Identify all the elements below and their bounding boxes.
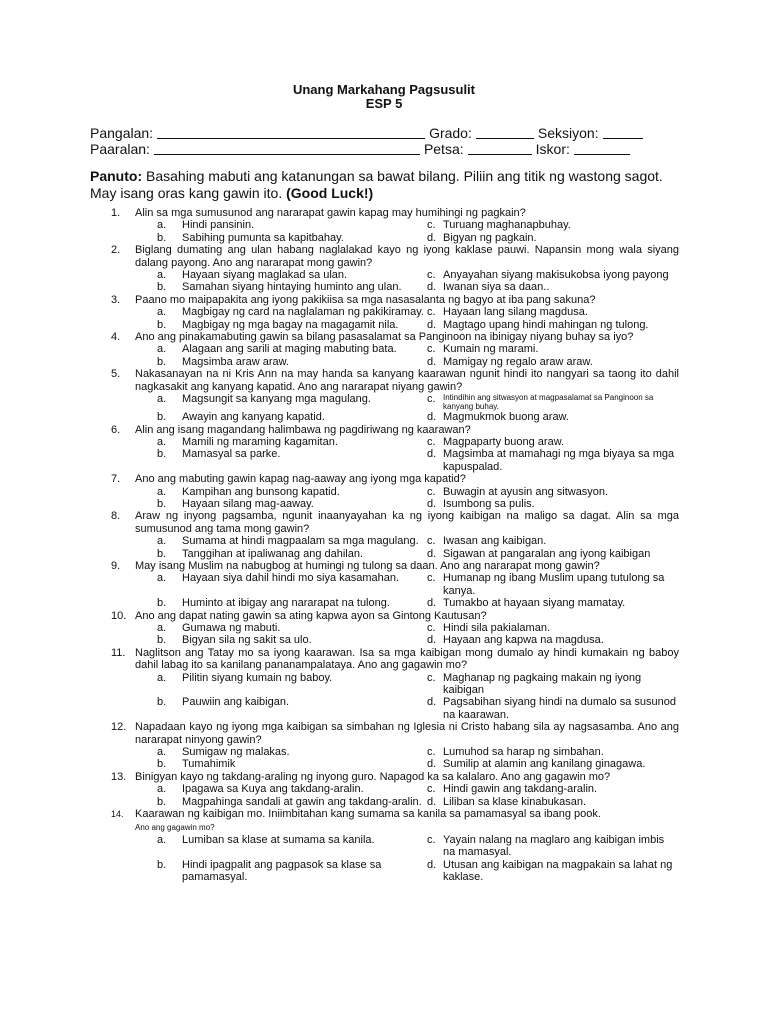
choice-row [135,281,679,293]
choice-row [135,783,679,795]
choice-d[interactable] [427,498,679,510]
question-number: 10. [111,609,127,622]
choice-b[interactable] [157,634,427,646]
choice-d[interactable] [427,796,679,808]
choice-row [135,486,679,498]
question-item [111,424,679,474]
choice-letter: b. [157,231,167,244]
question-number: 14. [111,809,124,820]
choice-letter: d. [427,411,437,424]
choice-b[interactable] [157,356,427,368]
choice-text: Tumakbo at hayaan siyang mamatay. [443,597,626,610]
choice-text: Magsimba at mamahagi ng mga biyaya sa mga kapuspalad. [443,448,675,473]
choice-letter: d. [427,355,437,368]
question-text [135,647,679,672]
choice-row [135,232,679,244]
question-item [111,560,679,610]
question-item [111,771,679,808]
choice-b[interactable] [157,448,427,473]
section-label: Seksiyon: [537,125,599,141]
choice-c[interactable] [427,572,679,597]
choice-letter: c. [427,343,436,356]
choice-b[interactable] [157,796,427,808]
choice-row [135,535,679,547]
choice-letter: c. [427,783,436,796]
choice-letter: c. [427,485,436,498]
choice-text: Humanap ng ibang Muslim upang tutulong sa kanya. [443,572,665,597]
question-stem: Naglitson ang Tatay mo sa iyong kaarawan. Isa sa mga kaibigan mong dumalo ay hindi kumakain ng baboy dahil labag ito sa kanilang pananampalataya. Ano ang gagawin mo? [135,646,679,672]
choice-letter: b. [157,497,167,510]
score-blank[interactable] [574,141,630,155]
choice-letter: d. [427,634,437,647]
question-item [111,207,679,244]
question-stem: Binigyan kayo ng takdang-araling ng inyong guro. Napagod ka sa kalalaro. Ano ang gagawin mo? [135,770,611,783]
question-text [135,721,679,746]
choice-letter: c. [427,219,436,232]
choice-text: Hindi sila pakialaman. [443,622,550,634]
choice-d[interactable] [427,232,679,244]
question-number: 8. [111,510,121,523]
choice-text: Kumain ng marami. [443,343,539,356]
choice-a[interactable] [157,746,427,758]
question-stem: Alin sa mga sumusunod ang nararapat gawin kapag may humihingi ng pagkain? [135,207,526,219]
choice-letter: c. [427,535,436,548]
choice-letter: b. [157,795,167,808]
choice-d[interactable] [427,411,679,423]
choice-letter: a. [157,622,167,634]
choice-text: Hayaan silang mag-aaway. [182,497,314,510]
choice-c[interactable] [427,393,679,411]
question-item [111,331,679,368]
choice-c[interactable] [427,834,679,859]
question-stem: Paano mo maipapakita ang iyong pakikiisa sa mga nasasalanta ng bagyo at iba pang sakuna? [135,293,596,306]
question-item [111,368,679,423]
question-text [135,610,679,622]
choice-text: Hayaan siya dahil hindi mo siya kasamahan. [182,572,400,585]
choice-text: Mamasyal sa parke. [182,448,281,461]
choice-letter: d. [427,696,437,709]
question-item [111,610,679,647]
choice-text: Tumahimik [182,758,236,771]
question-number: 12. [111,721,127,734]
choice-text: Sigawan at pangaralan ang iyong kaibigan [443,547,651,560]
question-stem: Biglang dumating ang ulan habang naglalakad kayo ng iyong kaklase pauwi. Napansin mong wala siyang dalang payong. Ano ang nararapat mong gawin? [135,244,679,269]
choice-a[interactable] [157,306,427,318]
question-number: 9. [111,559,121,572]
choice-b[interactable] [157,498,427,510]
choice-letter: a. [157,485,167,498]
question-text [135,424,679,436]
choice-letter: d. [427,231,437,244]
choice-letter: c. [427,671,436,684]
school-label: Paaralan: [90,141,150,157]
choice-c[interactable] [427,306,679,318]
choice-row [135,758,679,770]
question-number: 2. [111,244,121,257]
choice-text: Magpahinga sandali at gawin ang takdang-aralin. [182,795,422,808]
choice-c[interactable] [427,672,679,697]
choice-text: Pilitin siyang kumain ng baboy. [182,671,333,684]
choice-text: Hindi pansinin. [182,219,255,232]
choice-letter: a. [157,435,167,448]
choice-letter: d. [427,547,437,560]
choice-letter: a. [157,219,167,232]
choice-text: Buwagin at ayusin ang sitwasyon. [443,485,609,498]
choice-letter: d. [427,281,437,294]
choice-d[interactable] [427,448,679,473]
instructions-label: Panuto: [90,168,143,184]
choice-letter: a. [157,343,167,356]
question-item [111,647,679,721]
choice-row [135,319,679,331]
choice-row [135,548,679,560]
choice-c[interactable] [427,343,679,355]
question-stem: Ano ang pinakamabuting gawin sa bilang pasasalamat sa Panginoon na ibinigay niyang buhay sa iyo? [135,331,634,344]
question-number: 6. [111,423,121,436]
choice-a[interactable] [157,535,427,547]
question-text [135,244,679,269]
question-stem: Ano ang dapat nating gawin sa ating kapwa ayon sa Gintong Kautusan? [135,609,487,622]
name-blank[interactable] [157,125,425,139]
choice-letter: b. [157,597,167,610]
choice-text: Lumiban sa klase at sumama sa kanila. [182,833,375,846]
question-stem: Ano ang mabuting gawin kapag nag-aaway ang iyong mga kapatid? [135,473,466,486]
choice-c[interactable] [427,622,679,634]
choice-row [135,796,679,808]
grade-label: Grado: [429,125,472,141]
choice-c[interactable] [427,783,679,795]
choice-a[interactable] [157,219,427,231]
choice-letter: a. [157,306,167,319]
choice-b[interactable] [157,232,427,244]
choice-text: Iwanan siya sa daan.. [443,281,550,294]
choice-text: Alagaan ang sarili at maging mabuting bata. [182,343,397,356]
choice-a[interactable] [157,269,427,281]
choice-row [135,597,679,609]
choice-text: Ipagawa sa Kuya ang takdang-aralin. [182,783,364,796]
choice-d[interactable] [427,859,679,884]
choice-row [135,634,679,646]
question-stem: Kaarawan ng kaibigan mo. Iniimbitahan kang sumama sa kanila sa pamamasyal sa ibang pook. [135,808,601,821]
choice-d[interactable] [427,356,679,368]
question-text [135,473,679,485]
question-number: 7. [111,473,121,486]
question-number: 3. [111,293,121,306]
student-info-row-2 [90,141,634,157]
choice-letter: b. [157,411,167,424]
choice-a[interactable] [157,622,427,634]
question-number: 5. [111,368,121,381]
choice-a[interactable] [157,486,427,498]
choice-b[interactable] [157,319,427,331]
choice-c[interactable] [427,269,679,281]
choice-text: Tanggihan at ipaliwanag ang dahilan. [182,547,364,560]
question-text [135,808,679,834]
question-item [111,808,679,883]
choice-text: Sumilip at alamin ang kanilang ginagawa. [443,758,646,771]
question-stem-small: Ano ang gagawin mo? [135,822,215,832]
question-text [135,331,679,343]
question-item [111,294,679,331]
question-stem: May isang Muslim na nabugbog at humingi ng tulong sa daan. Ano ang nararapat mong gawin? [135,559,600,572]
choice-letter: b. [157,696,167,709]
question-stem: Napadaan kayo ng iyong mga kaibigan sa simbahan ng Iglesia ni Cristo habang sila ay nagsasamba. Ano ang nararapat ninyong gawin? [135,721,679,746]
choice-row [135,269,679,281]
instructions-closing: (Good Luck!) [286,185,374,201]
choice-row [135,696,679,721]
choice-text: Sabihing pumunta sa kapitbahay. [182,231,344,244]
choice-text: Magmukmok buong araw. [443,411,569,424]
choice-text: Samahan siyang hintaying huminto ang ulan. [182,281,402,294]
choice-letter: b. [157,281,167,294]
choice-row [135,393,679,411]
choice-letter: c. [427,435,436,448]
choice-text: Yayain nalang na maglaro ang kaibigan imbis na mamasyal. [443,833,665,859]
choice-d[interactable] [427,319,679,331]
choice-letter: d. [427,448,437,461]
question-stem: Alin ang isang magandang halimbawa ng pagdiriwang ng kaarawan? [135,423,471,436]
choice-text: Intindihin ang sitwasyon at magpasalamat sa Panginoon sa kanyang buhay. [443,393,654,412]
choice-a[interactable] [157,436,427,448]
choice-letter: d. [427,795,437,808]
choice-text: Awayin ang kanyang kapatid. [182,411,325,424]
choice-a[interactable] [157,393,427,411]
choice-text: Kampihan ang bunsong kapatid. [182,485,340,498]
choice-text: Hindi ipagpalit ang pagpasok sa klase sa pamamasyal. [182,858,382,884]
date-label: Petsa: [423,141,464,157]
choice-text: Magtago upang hindi mahingan ng tulong. [443,318,649,331]
choice-d[interactable] [427,696,679,721]
choice-c[interactable] [427,486,679,498]
choice-text: Maghanap ng pagkaing makain ng iyong kaibigan [443,671,642,697]
choice-b[interactable] [157,859,427,884]
choice-text: Bigyan ng pagkain. [443,231,537,244]
choice-letter: b. [157,355,167,368]
choice-text: Magpaparty buong araw. [443,435,565,448]
question-text [135,368,679,393]
choice-text: Gumawa ng mabuti. [182,622,281,634]
choice-letter: c. [427,572,436,585]
choice-row [135,448,679,473]
choice-a[interactable] [157,834,427,859]
choice-text: Hayaan lang silang magdusa. [443,306,588,319]
question-item [111,721,679,771]
choice-letter: a. [157,269,167,282]
question-text [135,510,679,535]
choice-b[interactable] [157,696,427,721]
choice-text: Magbigay ng card na naglalaman ng pakikiramay. [182,306,424,319]
choice-row [135,622,679,634]
choice-a[interactable] [157,783,427,795]
choice-text: Magsimba araw araw. [182,355,289,368]
section-blank[interactable] [603,125,643,139]
choice-text: Hindi gawin ang takdang-aralin. [443,783,598,796]
choice-text: Isumbong sa pulis. [443,497,535,510]
question-stem: Nakasanayan na ni Kris Ann na may handa sa kanyang kaarawan ngunit hindi ito nangyari sa taong ito dahil nagkasakit ang kanyang kapatid. Ano ang nararapat niyang gawin? [135,368,679,393]
choice-text: Mamigay ng regalo araw araw. [443,355,593,368]
choice-text: Sumama at hindi magpaalam sa mga magulang. [182,535,419,548]
exam-subject: ESP 5 [365,96,403,111]
choice-letter: a. [157,572,167,585]
question-item [111,510,679,560]
question-number: 13. [111,770,127,783]
choice-row [135,746,679,758]
choice-row [135,436,679,448]
choice-text: Utusan ang kaibigan na magpakain sa lahat ng kaklase. [443,858,673,884]
choice-letter: a. [157,833,167,846]
choice-letter: c. [427,622,436,634]
choice-letter: a. [157,746,167,759]
question-number: 4. [111,331,121,344]
choice-c[interactable] [427,436,679,448]
question-list [111,207,679,884]
choice-row [135,356,679,368]
choice-text: Iwasan ang kaibigan. [443,535,547,548]
choice-d[interactable] [427,281,679,293]
choice-text: Magsungit sa kanyang mga magulang. [182,393,371,406]
choice-a[interactable] [157,672,427,697]
choice-row [135,498,679,510]
choice-text: Mamili ng maraming kagamitan. [182,435,338,448]
choice-letter: c. [427,393,436,406]
student-info-row-1 [90,125,647,141]
choice-text: Hayaan ang kapwa na magdusa. [443,634,604,647]
date-blank[interactable] [468,141,532,155]
choice-row [135,572,679,597]
choice-text: Magbigay ng mga bagay na magagamit nila. [182,318,399,331]
question-text [135,207,679,219]
choice-text: Liliban sa klase kinabukasan. [443,795,587,808]
choice-c[interactable] [427,746,679,758]
choice-text: Pauwiin ang kaibigan. [182,696,290,709]
choice-b[interactable] [157,281,427,293]
choice-row [135,306,679,318]
school-blank[interactable] [154,141,420,155]
question-text [135,771,679,783]
choice-text: Pagsabihan siyang hindi na dumalo sa susunod na kaarawan. [443,696,676,721]
choice-d[interactable] [427,597,679,609]
choice-letter: d. [427,597,437,610]
choice-c[interactable] [427,219,679,231]
choice-letter: c. [427,306,436,319]
choice-letter: a. [157,393,167,406]
choice-d[interactable] [427,548,679,560]
choice-letter: d. [427,858,437,871]
choice-text: Turuang maghanapbuhay. [443,219,571,232]
instructions-text: Basahing mabuti ang katanungan sa bawat bilang. Piliin ang titik ng wastong sagot. May isang oras kang gawin ito. [90,168,663,201]
choice-row [135,859,679,884]
question-text [135,294,679,306]
score-label: Iskor: [535,141,570,157]
choice-a[interactable] [157,572,427,597]
choice-text: Bigyan sila ng sakit sa ulo. [182,634,312,647]
choice-b[interactable] [157,597,427,609]
choice-letter: c. [427,269,436,282]
question-item [111,244,679,294]
name-label: Pangalan: [90,125,154,141]
choice-a[interactable] [157,343,427,355]
choice-letter: c. [427,746,436,759]
choice-text: Sumigaw ng malakas. [182,746,290,759]
choice-d[interactable] [427,758,679,770]
choice-letter: b. [157,858,167,871]
instructions [90,168,680,202]
choice-letter: a. [157,783,167,796]
exam-title: Unang Markahang Pagsusulit [292,82,476,97]
choice-letter: b. [157,547,167,560]
choice-d[interactable] [427,634,679,646]
choice-letter: c. [427,833,436,846]
choice-b[interactable] [157,758,427,770]
choice-row [135,343,679,355]
choice-b[interactable] [157,411,427,423]
question-item [111,473,679,510]
choice-row [135,672,679,697]
choice-text: Huminto at ibigay ang nararapat na tulong. [182,597,390,610]
question-number: 1. [111,207,121,219]
choice-b[interactable] [157,548,427,560]
choice-letter: b. [157,634,167,647]
choice-letter: b. [157,318,167,331]
choice-c[interactable] [427,535,679,547]
choice-letter: d. [427,758,437,771]
question-text [135,560,679,572]
choice-text: Hayaan siyang maglakad sa ulan. [182,269,348,282]
choice-letter: a. [157,671,167,684]
choice-row [135,411,679,423]
choice-text: Lumuhod sa harap ng simbahan. [443,746,604,759]
choice-row [135,219,679,231]
grade-blank[interactable] [476,125,534,139]
question-number: 11. [111,646,126,659]
choice-letter: b. [157,758,167,771]
choice-letter: d. [427,497,437,510]
choice-letter: a. [157,535,167,548]
choice-letter: d. [427,318,437,331]
choice-letter: b. [157,448,167,461]
choice-row [135,834,679,859]
choice-text: Anyayahan siyang makisukobsa iyong payong [443,269,669,282]
question-stem: Araw ng inyong pagsamba, ngunit inaanyayahan ka ng iyong kaibigan na maligo sa dagat. Alin sa mga sumusunod ang tama mong gawin? [135,510,679,535]
